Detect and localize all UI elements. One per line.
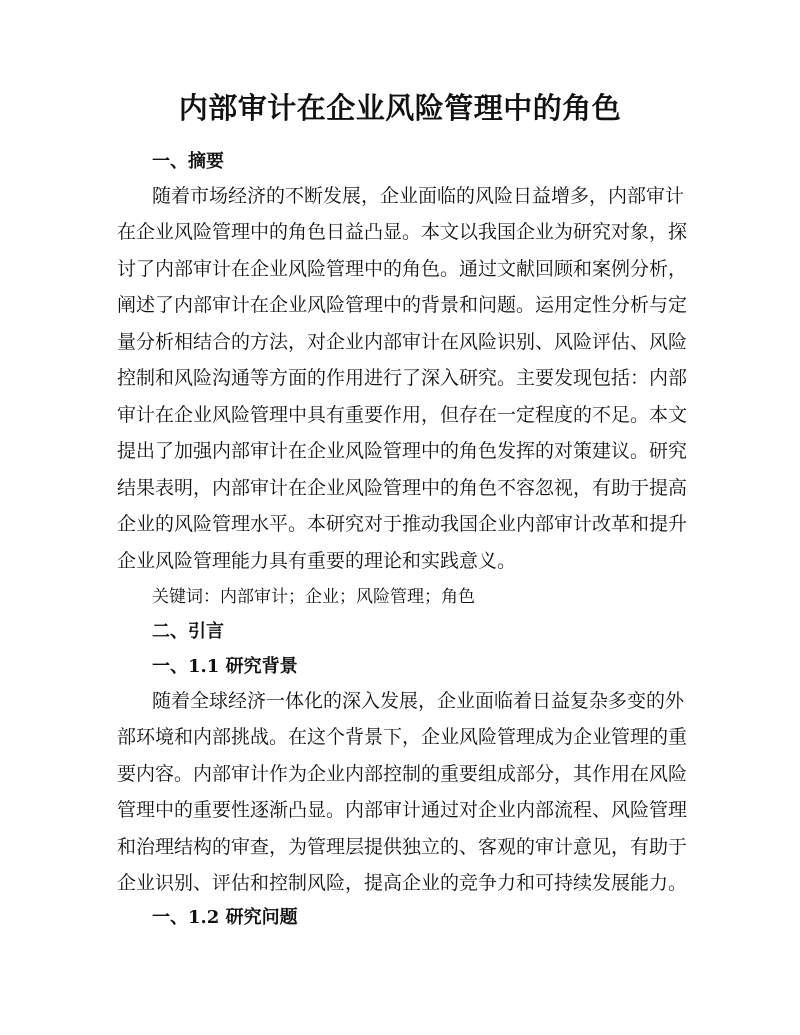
background-line: 管理中的重要性逐渐凸显。内部审计通过对企业内部流程、风险管理 <box>117 799 688 821</box>
document-title: 内部审计在企业风险管理中的角色 <box>178 91 622 125</box>
abstract-line: 结果表明，内部审计在企业风险管理中的角色不容忽视，有助于提高 <box>117 477 688 499</box>
abstract-line: 阐述了内部审计在企业风险管理中的背景和问题。运用定性分析与定 <box>117 294 688 316</box>
background-line: 部环境和内部挑战。在这个背景下，企业风险管理成为企业管理的重 <box>117 726 688 748</box>
abstract-line: 审计在企业风险管理中具有重要作用，但存在一定程度的不足。本文 <box>117 404 688 426</box>
abstract-line: 企业的风险管理水平。本研究对于推动我国企业内部审计改革和提升 <box>117 513 688 535</box>
abstract-heading: 一、摘要 <box>152 151 224 172</box>
background-heading: 一、1.1 研究背景 <box>152 656 298 677</box>
abstract-line: 提出了加强内部审计在企业风险管理中的角色发挥的对策建议。研究 <box>117 440 688 462</box>
abstract-line: 量分析相结合的方法，对企业内部审计在风险识别、风险评估、风险 <box>117 331 688 353</box>
background-line: 随着全球经济一体化的深入发展，企业面临着日益复杂多变的外 <box>152 690 685 712</box>
abstract-line: 在企业风险管理中的角色日益凸显。本文以我国企业为研究对象，探 <box>117 221 688 243</box>
keywords: 关键词：内部审计；企业；风险管理；角色 <box>152 587 475 607</box>
background-line: 和治理结构的审查，为管理层提供独立的、客观的审计意见，有助于 <box>117 836 688 858</box>
background-line: 企业识别、评估和控制风险，提高企业的竞争力和可持续发展能力。 <box>117 872 688 894</box>
introduction-heading: 二、引言 <box>152 621 224 642</box>
abstract-line: 企业风险管理能力具有重要的理论和实践意义。 <box>117 550 517 572</box>
problem-heading: 一、1.2 研究问题 <box>152 907 298 928</box>
background-line: 要内容。内部审计作为企业内部控制的重要组成部分，其作用在风险 <box>117 763 688 785</box>
abstract-line: 控制和风险沟通等方面的作用进行了深入研究。主要发现包括：内部 <box>117 367 688 389</box>
abstract-line: 随着市场经济的不断发展，企业面临的风险日益增多，内部审计 <box>152 185 685 207</box>
abstract-line: 讨了内部审计在企业风险管理中的角色。通过文献回顾和案例分析， <box>117 258 688 280</box>
